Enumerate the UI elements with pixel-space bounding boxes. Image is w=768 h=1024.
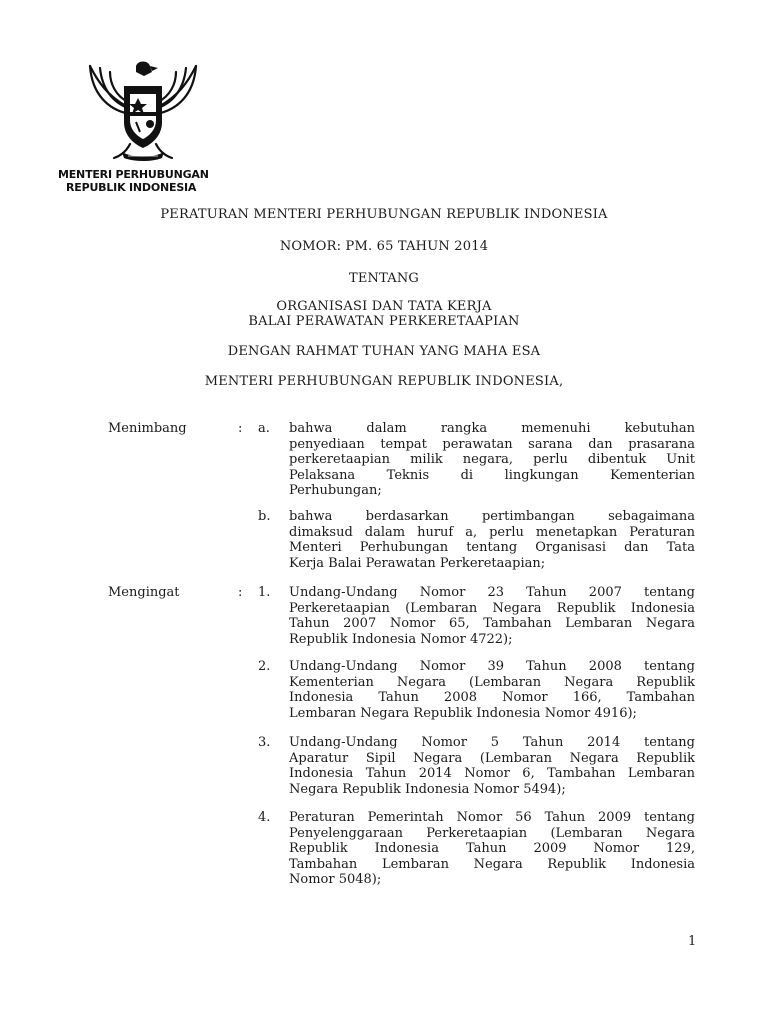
blessing-line: DENGAN RAHMAT TUHAN YANG MAHA ESA (227, 344, 541, 359)
menimbang-item-b (289, 509, 695, 571)
subject-line-1: ORGANISASI DAN TATA KERJA (276, 299, 492, 314)
item-marker: 4. (258, 810, 271, 825)
text-line: Tahun 2007 Nomor 65, Tambahan Lembaran Negara (289, 616, 695, 631)
item-marker: 2. (258, 659, 271, 674)
item-marker: 1. (258, 585, 271, 600)
regulation-number: NOMOR: PM. 65 TAHUN 2014 (279, 239, 489, 254)
text-line: Perhubungan; (289, 483, 382, 498)
text-line: Undang-Undang Nomor 23 Tahun 2007 tentang (289, 585, 695, 600)
item-marker: a. (258, 421, 270, 436)
mengingat-label: Mengingat (108, 585, 180, 600)
text-line: Indonesia Tahun 2008 Nomor 166, Tambahan (289, 690, 695, 705)
mengingat-colon: : (238, 585, 243, 600)
text-line: penyediaan tempat perawatan sarana dan prasarana (289, 436, 695, 452)
text-line: Nomor 5048); (289, 872, 382, 887)
text-line: Lembaran Negara Republik Indonesia Nomor 4916); (289, 705, 637, 721)
text-line: Negara Republik Indonesia Nomor 5494); (289, 781, 566, 797)
about-heading: TENTANG (348, 271, 420, 286)
item-marker: b. (258, 509, 271, 524)
text-line: bahwa berdasarkan pertimbangan sebagaimana (289, 509, 695, 524)
text-line: Peraturan Pemerintah Nomor 56 Tahun 2009 tentang (289, 810, 695, 825)
text-line: Indonesia Tahun 2014 Nomor 6, Tambahan Lembaran (289, 766, 695, 781)
regulation-title: PERATURAN MENTERI PERHUBUNGAN REPUBLIK INDONESIA (160, 207, 608, 222)
mengingat-item-1 (289, 585, 695, 647)
garuda-emblem-icon (78, 52, 208, 164)
menimbang-colon: : (238, 421, 243, 436)
item-marker: 3. (258, 735, 271, 750)
menimbang-item-a (289, 421, 695, 499)
mengingat-item-4 (289, 810, 695, 888)
issuer-line-2: REPUBLIK INDONESIA (66, 181, 197, 194)
text-line: perkeretaapian milik negara, perlu dibentuk Unit (289, 452, 695, 467)
menimbang-label: Menimbang (108, 421, 187, 436)
issuer-block (58, 168, 209, 194)
text-line: Aparatur Sipil Negara (Lembaran Negara Republik (289, 750, 695, 766)
text-line: Kementerian Negara (Lembaran Negara Republik (289, 674, 695, 690)
mengingat-item-3 (289, 735, 695, 797)
page-number: 1 (688, 934, 697, 949)
text-line: Republik Indonesia Nomor 4722); (289, 631, 513, 647)
text-line: Menteri Perhubungan tentang Organisasi dan Tata (289, 540, 695, 555)
text-line: bahwa dalam rangka memenuhi kebutuhan (289, 421, 695, 436)
text-line: Undang-Undang Nomor 39 Tahun 2008 tentang (289, 659, 695, 674)
text-line: dimaksud dalam huruf a, perlu menetapkan Peraturan (289, 524, 695, 540)
subject-line-2: BALAI PERAWATAN PERKERETAAPIAN (248, 314, 520, 329)
text-line: Perkeretaapian (Lembaran Negara Republik Indonesia (289, 600, 695, 616)
text-line: Penyelenggaraan Perkeretaapian (Lembaran Negara (289, 825, 695, 841)
text-line: Republik Indonesia Tahun 2009 Nomor 129, (289, 841, 695, 856)
text-line: Pelaksana Teknis di lingkungan Kementerian (289, 467, 695, 483)
text-line: Kerja Balai Perawatan Perkeretaapian; (289, 555, 546, 571)
minister-line: MENTERI PERHUBUNGAN REPUBLIK INDONESIA, (204, 374, 564, 389)
issuer-line-1: MENTERI PERHUBUNGAN (58, 168, 209, 181)
text-line: Tambahan Lembaran Negara Republik Indonesia (289, 856, 695, 872)
mengingat-item-2 (289, 659, 695, 721)
text-line: Undang-Undang Nomor 5 Tahun 2014 tentang (289, 735, 695, 750)
